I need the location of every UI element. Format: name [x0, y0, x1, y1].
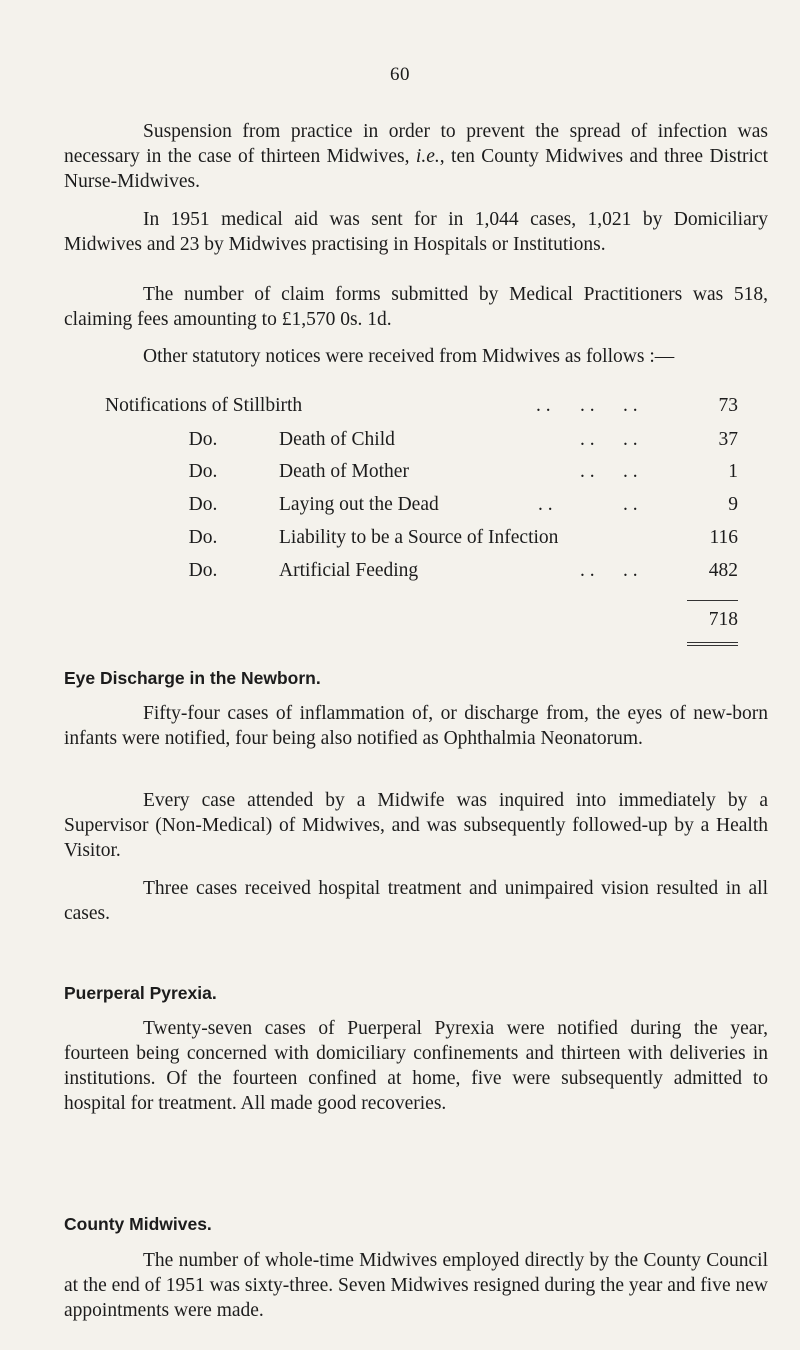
paragraph-suspension-text-a: Suspension from practice in order to prevent the spread of infection was necessary in the case of thirteen Midwives, — [64, 121, 768, 167]
notice-value: 37 — [718, 429, 738, 450]
paragraph-eye-inquiry: Every case attended by a Midwife was inquired into immediately by a Supervisor (Non-Medical) of Midwives, and was subsequently followed-up by a Health Visitor. — [64, 790, 768, 861]
notice-value: 9 — [728, 494, 738, 515]
leader-dots: . . — [538, 494, 553, 515]
heading-puerperal-pyrexia: Puerperal Pyrexia. — [64, 983, 217, 1003]
leader-dots: . . — [580, 560, 595, 581]
notices-total: 718 — [708, 609, 738, 630]
leader-dots: . . — [580, 395, 595, 416]
paragraph-suspension-text-b: , ten County Midwives and three District Nurse-Midwives. — [64, 146, 768, 192]
notice-label: Do. — [188, 461, 218, 482]
notices-first-label: Notifications of Stillbirth — [105, 395, 303, 416]
total-rule — [687, 600, 738, 601]
paragraph-pyrexia: Twenty-seven cases of Puerperal Pyrexia were notified during the year, fourteen being concerned with domiciliary confinements and thirteen with deliveries in institutions. Of the fourteen confined at home, five were subsequently admitted to hospital for treatment. All made good recoveries. — [64, 1018, 768, 1114]
leader-dots: . . — [580, 461, 595, 482]
leader-dots: . . — [536, 395, 551, 416]
paragraph-medical-aid: In 1951 medical aid was sent for in 1,044 cases, 1,021 by Domiciliary Midwives and 23 by Midwives practising in Hospitals or Institutions. — [64, 209, 768, 255]
total-double-rule — [687, 642, 738, 646]
notice-value: 116 — [709, 527, 738, 548]
notice-label: Do. — [188, 560, 218, 581]
leader-dots: . . — [580, 429, 595, 450]
paragraph-claim-forms: The number of claim forms submitted by Medical Practitioners was 518, claiming fees amounting to £1,570 0s. 1d. — [64, 284, 768, 330]
leader-dots: . . — [623, 461, 638, 482]
paragraph-statutory-notices: Other statutory notices were received from Midwives as follows :— — [143, 346, 675, 367]
leader-dots: . . — [623, 395, 638, 416]
paragraph-county-midwives: The number of whole-time Midwives employed directly by the County Council at the end of 1951 was sixty-three. Seven Midwives resigned during the year and five new appointments were made. — [64, 1250, 768, 1321]
notice-desc: Laying out the Dead — [279, 494, 439, 515]
paragraph-suspension — [64, 119, 768, 194]
leader-dots: . . — [623, 494, 638, 515]
notice-value: 1 — [728, 461, 738, 482]
notice-desc: Death of Mother — [279, 461, 409, 482]
notice-desc: Death of Child — [279, 429, 395, 450]
page-number: 60 — [390, 64, 410, 85]
paragraph-suspension-ie: i.e. — [415, 146, 440, 167]
notice-desc: Liability to be a Source of Infection — [279, 527, 559, 548]
leader-dots: . . — [623, 560, 638, 581]
paragraph-eye-cases: Fifty-four cases of inflammation of, or discharge from, the eyes of new-born infants were notified, four being also notified as Ophthalmia Neonatorum. — [64, 703, 768, 749]
paragraph-eye-treatment: Three cases received hospital treatment and unimpaired vision resulted in all cases. — [64, 878, 768, 924]
heading-eye-discharge: Eye Discharge in the Newborn. — [64, 668, 321, 688]
notice-label: Do. — [188, 527, 218, 548]
heading-county-midwives: County Midwives. — [64, 1214, 212, 1234]
notice-desc: Artificial Feeding — [279, 560, 419, 581]
notice-label: Do. — [188, 494, 218, 515]
leader-dots: . . — [623, 429, 638, 450]
notice-value: 482 — [708, 560, 738, 581]
notice-value: 73 — [718, 395, 738, 416]
notice-label: Do. — [188, 429, 218, 450]
